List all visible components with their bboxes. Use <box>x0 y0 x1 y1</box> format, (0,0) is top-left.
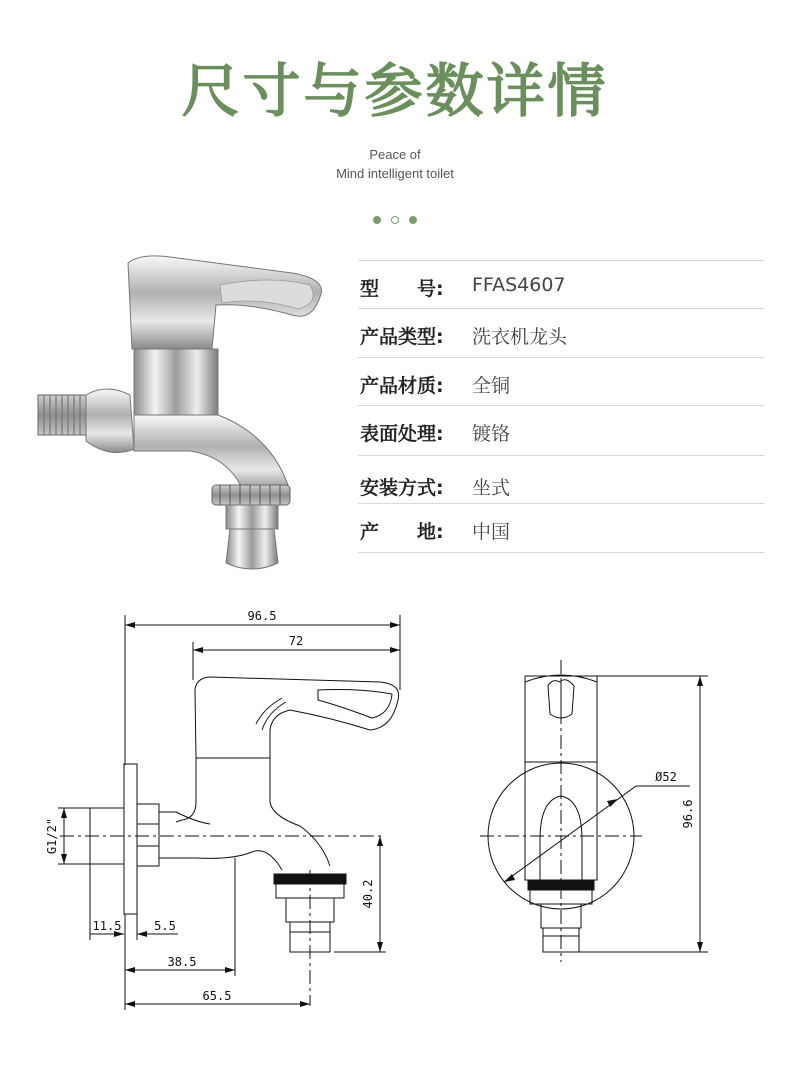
faucet-product-image <box>30 245 330 585</box>
dim-handle-length: 72 <box>288 634 304 648</box>
dim-spout-offset: 65.5 <box>202 989 232 1003</box>
spec-label: 型 号: <box>360 278 444 300</box>
spec-label: 安装方式: <box>360 477 444 499</box>
dot-icon <box>409 216 417 224</box>
spec-label: 表面处理: <box>360 423 444 445</box>
page-title: 尺寸与参数详情 <box>181 57 609 125</box>
spec-label: 产品材质: <box>360 375 444 397</box>
spec-row-material <box>358 357 764 406</box>
subtitle-line-2: Mind intelligent toilet <box>336 166 454 181</box>
dim-spout-height: 40.2 <box>361 879 375 909</box>
spec-label: 产 地: <box>360 521 444 543</box>
dot-icon <box>373 216 381 224</box>
dim-thread: G1/2" <box>45 817 59 855</box>
spec-value: 洗衣机龙头 <box>472 326 568 348</box>
dim-diameter: Ø52 <box>655 770 677 784</box>
decorative-dots <box>373 215 419 227</box>
spec-row-finish <box>358 405 764 454</box>
spec-row-origin <box>358 503 764 553</box>
subtitle-line-1: Peace of <box>369 147 421 162</box>
dimension-drawing <box>0 590 790 1069</box>
spec-value: 坐式 <box>472 477 511 499</box>
dim-flange-offset: 11.5 <box>92 919 122 933</box>
dim-flange-thickness: 5.5 <box>154 919 176 933</box>
spec-value: FFAS4607 <box>472 274 566 296</box>
dim-body-offset: 38.5 <box>167 955 197 969</box>
dim-overall-length: 96.5 <box>247 609 277 623</box>
spec-row-type <box>358 308 764 357</box>
hollow-dot-icon <box>391 216 399 224</box>
spec-row-install <box>358 455 764 504</box>
spec-row-model <box>358 260 764 309</box>
spec-value: 中国 <box>472 521 511 543</box>
spec-label: 产品类型: <box>360 326 444 348</box>
dim-total-height: 96.6 <box>681 799 695 829</box>
spec-value: 镀铬 <box>472 423 511 445</box>
spec-value: 全铜 <box>472 375 511 397</box>
